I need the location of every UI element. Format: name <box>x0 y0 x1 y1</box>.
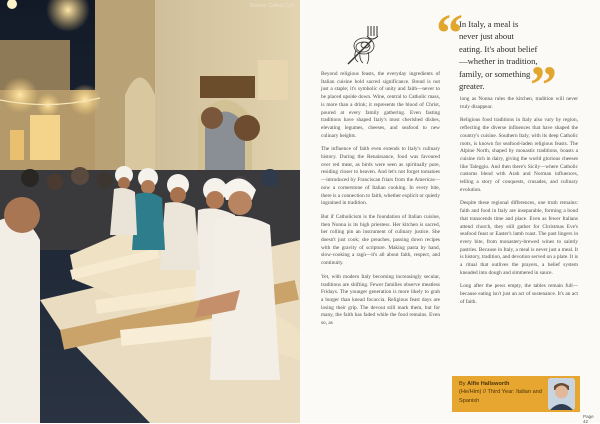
author-details: (He/Him) // Third Year: Italian and Spanish <box>459 389 542 404</box>
author-photo <box>548 378 575 410</box>
author-prefix: By <box>459 381 468 387</box>
paragraph: But if Catholicism is the foundation of Italian cuisine, then Nonna is its high priestess. Her kitchen is sacred, her rolling pin an instrument of culinary justice. She doesn't just cook; she preaches, passing down recipes with the gravity of scripture. Making pasta by hand, slow-cooking a ragù—it's all about faith, respect, and continuity. <box>321 213 440 267</box>
paragraph: Beyond religious feasts, the everyday ingredients of Italian cuisine hold sacred significance. Bread is not just a staple; it's symbolic of unity and faith—never to be placed upside down. Wine, central to Catholic mass, is more than a drink; it represents the blood of Christ, poured at every family gathering. Even fasting traditions have shaped Italy's most cherished dishes, elevating legumes, cheeses, and seafood to new culinary heights. <box>321 71 440 139</box>
pasta-making-photo <box>0 0 300 423</box>
close-quote-icon: ” <box>530 55 557 115</box>
article-column-left <box>321 71 440 334</box>
pull-quote: In Italy, a meal is never just about eating. It's about belief—whether in tradition, family, or something greater. <box>459 19 538 92</box>
photo-credit: Source: Calista Cell <box>250 3 294 9</box>
paragraph: Despite these regional differences, one truth remains: faith and food in Italy are inseparable, forming a bond that transcends time and place. Even as fewer Italians attend church, they still gather for Christmas Eve's seafood feast or Easter's lamb roast. The past lingers in every bite, from monastery-brewed wines to saintly pastries. Because in Italy, a meal is never just a meal. It is history, tradition, and devotion served on a plate. It is a ritual that outlives the prayers, a belief system kneaded into dough and simmered in sauce. <box>460 200 578 276</box>
author-byline <box>459 380 543 405</box>
paragraph: Religious food traditions in Italy also vary by region, reflecting the diverse influences that have shaped the country's cuisine. Southern Italy, with its deep Catholic roots, is known for seafood-laden religious feasts. The Alpine North, shaped by monastic traditions, boasts a cuisine rich in dairy, giving the world glorious cheeses like Taleggio. And then there's Sicily—where Catholic customs blend with Arab and Norman influences, telling a story of conquests, crusades, and culinary evolution. <box>460 117 578 193</box>
open-quote-icon: “ <box>436 3 463 63</box>
article-column-right <box>460 96 578 313</box>
paragraph: The influence of faith even extends to Italy's culinary history. During the Renaissance, food was favoured over red meat, as birds were seen as spiritually pure, residing closer to heaven. And let's not forget tomatoes—introduced by Franciscan friars from the Americas—now a cornerstone of Italian cooking. In every bite, there is a connection to faith, whether explicit or quietly ingrained in tradition. <box>321 146 440 207</box>
paragraph: Yet, with modern Italy becoming increasingly secular, traditions are shifting. Fewer families observe meatless Fridays. The younger generation is more likely to grab a burger than knead focaccia. Religious feast days are losing their grip. The devout still mark them, but for many, the faith has faded while the food remains. Even so, as <box>321 273 440 327</box>
author-box <box>452 376 580 412</box>
photo-illustration <box>0 0 300 423</box>
author-name: Alfie Hallsworth <box>467 381 510 387</box>
page-number: Page 42 <box>583 414 594 424</box>
avatar <box>548 378 575 410</box>
paragraph: long as Nonna rules the kitchen, tradition will never truly disappear. <box>460 96 578 110</box>
pasta-fork-icon <box>338 22 386 68</box>
paragraph: Long after the pews empty, the tables remain full—because eating isn't just an act of sustenance. It's an act of faith. <box>460 283 578 305</box>
